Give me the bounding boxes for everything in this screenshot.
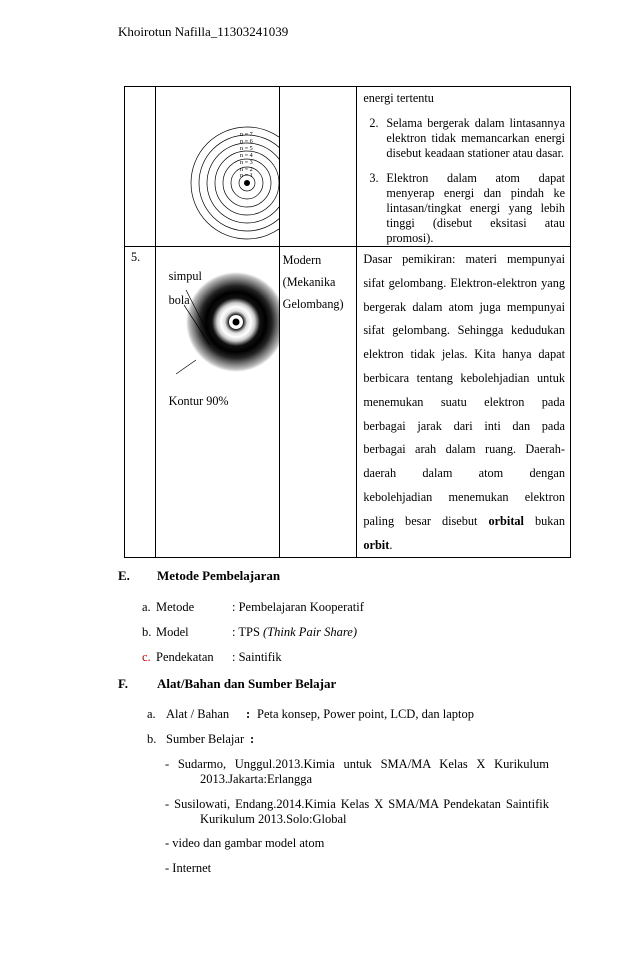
list-item-value: : Pembelajaran Kooperatif: [232, 600, 364, 614]
table-cell-description: [357, 247, 571, 558]
list-item-letter: c.: [142, 650, 151, 664]
table-cell-number: [125, 247, 156, 558]
table-row: [125, 247, 571, 558]
pointer-line: [176, 360, 196, 374]
list-item-label: Sumber Belajar: [166, 732, 245, 746]
list-item-letter: b.: [142, 625, 152, 639]
reference-item: - Sudarmo, Unggul.2013.Kimia untuk SMA/MA Kelas X Kurikulum: [165, 757, 549, 771]
table-row: [125, 87, 571, 247]
reference-item: - Susilowati, Endang.2014.Kimia Kelas X SMA/MA Pendekatan Saintifik: [165, 797, 549, 811]
list-item-value: Peta konsep, Power point, LCD, dan laptop: [257, 707, 474, 721]
orbit-label: n = 1: [239, 172, 253, 179]
list-item: 3. Elektron dalam atom dapat menyerap energi dan pindah ke lintasan/tingkat energi yang lebih tinggi (disebut eksitasi atau promosi).: [369, 171, 565, 245]
label-bola: bola: [168, 293, 190, 307]
row-number: 5.: [131, 250, 141, 264]
table-cell-number: [125, 87, 156, 247]
reference-item: - video dan gambar model atom: [165, 836, 325, 850]
reference-item: - Internet: [165, 861, 212, 875]
model-name: Modern: [282, 253, 322, 267]
page-header: Khoirotun Nafilla_11303241039: [118, 24, 289, 39]
list-item-letter: a.: [142, 600, 151, 614]
model-name: (Mekanika: [282, 275, 336, 289]
reference-item-cont: 2013.Jakarta:Erlangga: [200, 772, 313, 786]
table-cell-model: [279, 247, 357, 558]
orbit-label: n = 5: [239, 145, 253, 152]
orbit-label: n = 3: [239, 159, 253, 166]
section-f-letter: F.: [118, 676, 128, 691]
label-kontur: Kontur 90%: [168, 394, 229, 408]
list-item-value: : TPS (Think Pair Share): [232, 625, 358, 639]
section-f-title: Alat/Bahan dan Sumber Belajar: [157, 676, 337, 691]
nucleus-dot: [232, 319, 239, 326]
nucleus-dot: [244, 180, 250, 186]
model-description: Dasar pemikiran: materi mempunyai sifat gelombang. Elektron-elektron yang bergerak dalam atom juga mempunyai sifat gelombang. Sehingga kedudukan elektron tidak jelas. Kita hanya dapat berbicara tentang kebolehjadian untuk menemukan suatu elektron pada berbagai jarak dari inti dan pada berbagai arah dalam ruang. Daerah-daerah dalam atom dengan kebolehjadian menemukan elektron paling besar disebut orbital bukan orbit.: [363, 252, 566, 552]
list-item-label: Alat / Bahan: [166, 707, 230, 721]
reference-item-cont: Kurikulum 2013.Solo:Global: [200, 812, 347, 826]
label-simpul: simpul: [168, 269, 202, 283]
list-item-label: Pendekatan: [156, 650, 214, 664]
list-item-letter: b.: [147, 732, 157, 746]
section-e-letter: E.: [118, 568, 130, 583]
list-item-colon: :: [246, 707, 251, 721]
table-cell-image: [155, 87, 279, 247]
list-item-colon: :: [250, 732, 255, 746]
list-item-letter: a.: [147, 707, 156, 721]
table-cell-description: [357, 87, 571, 247]
bohr-model-figure: [156, 87, 279, 246]
model-name: Gelombang): [282, 297, 344, 311]
atom-model-table: [124, 86, 571, 558]
postulate-list: [363, 116, 565, 246]
orbit-label: n = 4: [239, 152, 253, 159]
list-item: 2. Selama bergerak dalam lintasannya elektron tidak memancarkan energi disebut keadaan stationer atau dasar.: [369, 116, 565, 160]
orbit-label: n = 7: [239, 131, 253, 138]
description-line: energi tertentu: [363, 91, 434, 105]
section-e-title: Metode Pembelajaran: [157, 568, 281, 583]
list-item-label: Model: [156, 625, 189, 639]
orbit-label: n = 6: [239, 138, 253, 145]
table-cell-image: [155, 247, 279, 558]
orbit-label: n = 2: [239, 166, 253, 173]
list-item-value: : Saintifik: [232, 650, 282, 664]
table-cell-model: [279, 87, 357, 247]
list-item-label: Metode: [156, 600, 195, 614]
